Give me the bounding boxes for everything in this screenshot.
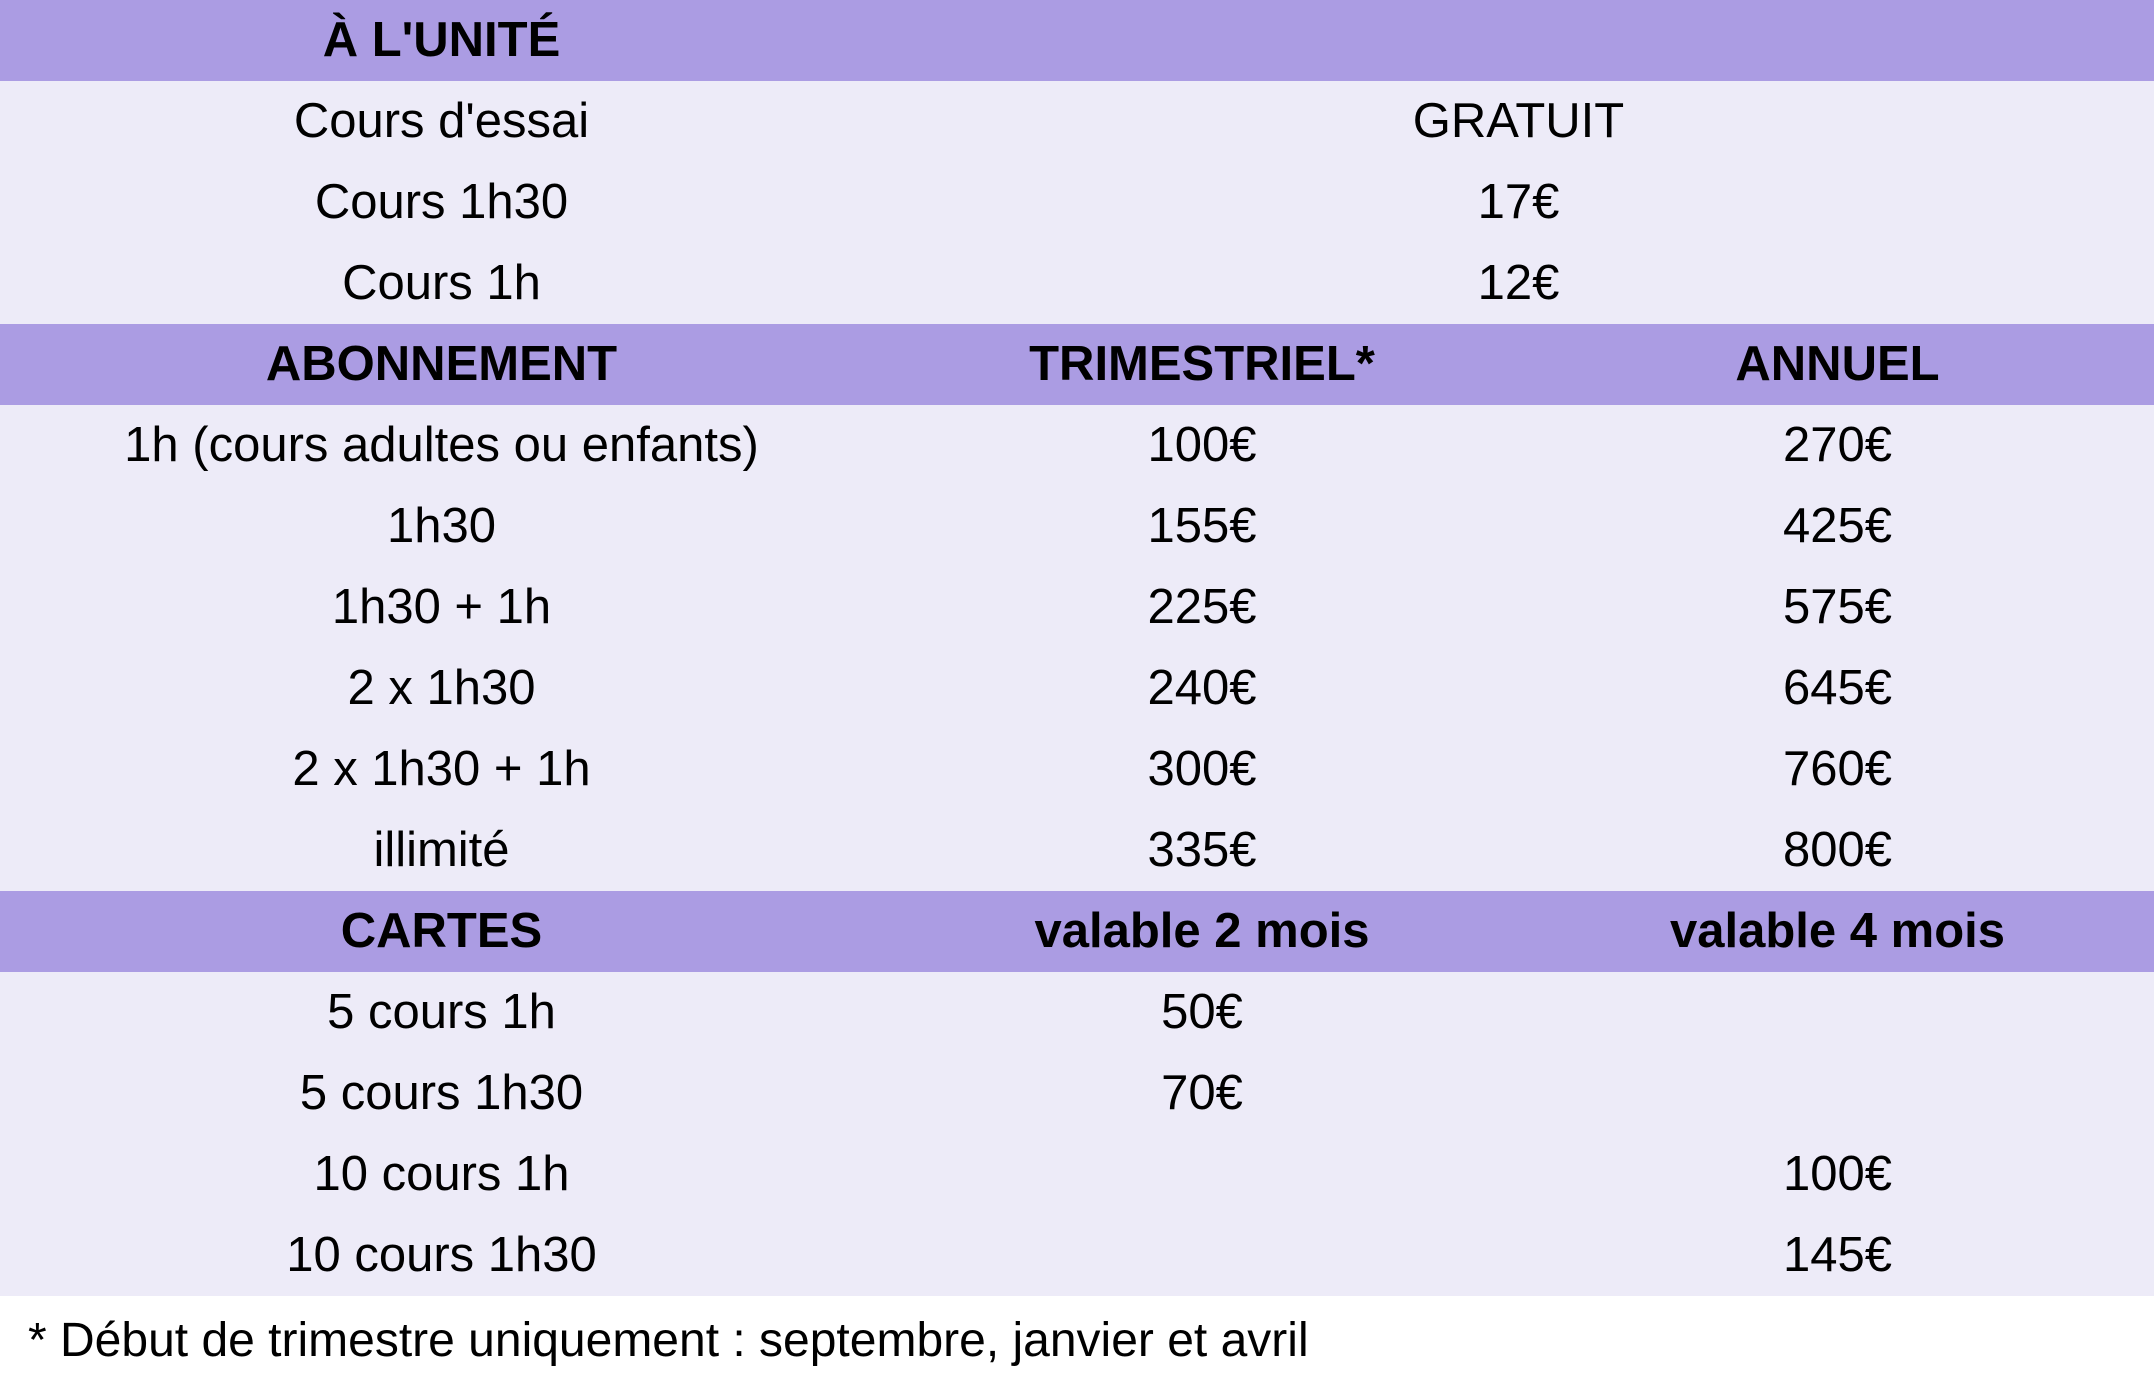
header-annuel: ANNUEL [1735, 337, 1940, 391]
row-deux-mois: 70€ [1161, 1066, 1243, 1120]
row-label: Cours 1h30 [314, 175, 569, 229]
row-label: illimité [373, 823, 510, 877]
section-header-cartes [0, 891, 2154, 972]
row-price: 17€ [1477, 175, 1560, 229]
row-trimestriel: 300€ [1147, 742, 1257, 796]
row-trimestriel: 225€ [1147, 580, 1257, 634]
table-row [0, 1134, 2154, 1215]
section-header-unite [0, 0, 2154, 81]
table-row [0, 729, 2154, 810]
row-label: 2 x 1h30 + 1h [292, 742, 591, 796]
row-label: 10 cours 1h30 [286, 1228, 597, 1282]
table-row [0, 81, 2154, 162]
table-row [0, 648, 2154, 729]
table-row [0, 162, 2154, 243]
row-label: 1h30 [386, 499, 496, 553]
table-row [0, 243, 2154, 324]
row-quatre-mois: 145€ [1782, 1228, 1892, 1282]
row-annuel: 270€ [1782, 418, 1892, 472]
row-deux-mois: 50€ [1161, 985, 1243, 1039]
table-row [0, 405, 2154, 486]
row-trimestriel: 240€ [1147, 661, 1257, 715]
header-valable-2-mois: valable 2 mois [1034, 904, 1370, 958]
row-price: 12€ [1477, 256, 1560, 310]
header-trimestriel: TRIMESTRIEL* [1029, 337, 1375, 391]
row-label: 1h (cours adultes ou enfants) [124, 418, 759, 472]
row-label: 10 cours 1h [313, 1147, 570, 1201]
row-label: Cours d'essai [293, 94, 590, 148]
table-row [0, 567, 2154, 648]
table-row [0, 486, 2154, 567]
row-trimestriel: 155€ [1147, 499, 1257, 553]
row-label: Cours 1h [342, 256, 541, 310]
row-annuel: 575€ [1782, 580, 1892, 634]
row-annuel: 425€ [1782, 499, 1892, 553]
row-annuel: 645€ [1782, 661, 1892, 715]
row-price: GRATUIT [1412, 94, 1625, 148]
row-label: 5 cours 1h [327, 985, 556, 1039]
row-label: 5 cours 1h30 [299, 1066, 584, 1120]
row-quatre-mois: 100€ [1782, 1147, 1892, 1201]
table-row [0, 1053, 2154, 1134]
header-abonnement: ABONNEMENT [265, 337, 618, 391]
table-row [0, 810, 2154, 891]
table-row [0, 1215, 2154, 1296]
row-trimestriel: 335€ [1147, 823, 1257, 877]
row-annuel: 800€ [1782, 823, 1892, 877]
footnote: * Début de trimestre uniquement : septembre, janvier et avril [28, 1314, 1309, 1367]
table-row [0, 972, 2154, 1053]
section-header-abonnement [0, 324, 2154, 405]
row-annuel: 760€ [1782, 742, 1892, 796]
row-label: 2 x 1h30 [347, 661, 536, 715]
row-trimestriel: 100€ [1147, 418, 1257, 472]
row-label: 1h30 + 1h [331, 580, 552, 634]
header-valable-4-mois: valable 4 mois [1669, 904, 2005, 958]
header-unite: À L'UNITÉ [322, 13, 561, 67]
header-cartes: CARTES [340, 904, 543, 958]
